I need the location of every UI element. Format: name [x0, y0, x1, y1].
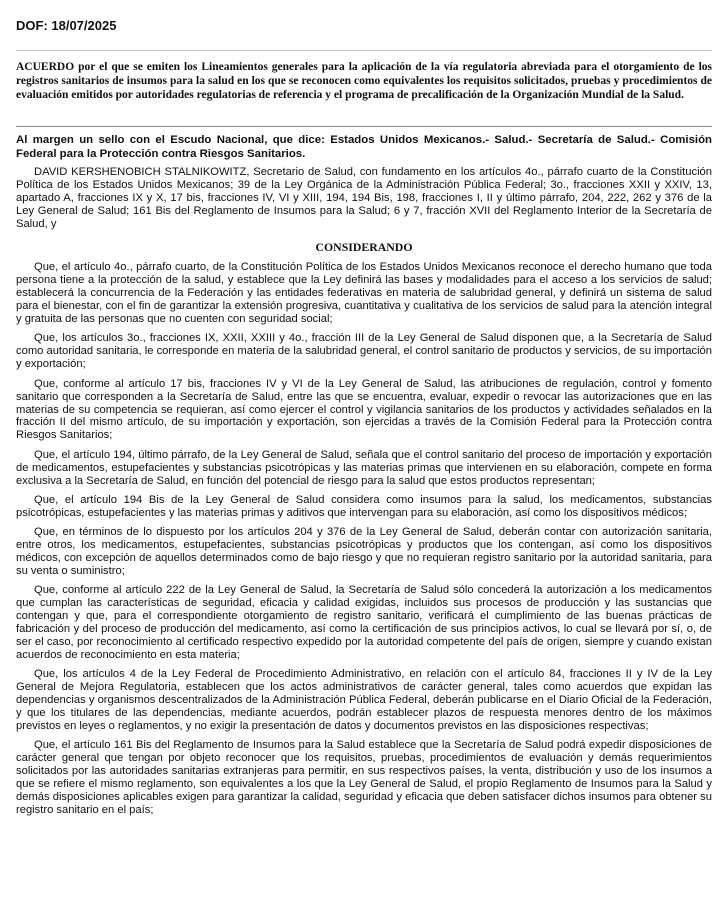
- title-divider: [16, 126, 712, 127]
- considerando-paragraph: Que, el artículo 194 Bis de la Ley General de Salud considera como insumos para la salud, los medicamentos, substancias psicotrópicas, estupefacientes y las materias primas y aditivos que intervengan para su elaboración, así como los dispositivos médicos;: [16, 493, 712, 519]
- considerando-heading: CONSIDERANDO: [315, 239, 413, 254]
- considerando-paragraph: Que, conforme al artículo 17 bis, fracciones IV y VI de la Ley General de Salud, las atribuciones de regulación, control y fomento sanitario que corresponden a la Secretaría de Salud, entre las que se encuentra, evaluar, expedir o revocar las autorizaciones que en las materias de su competencia se requieran, así como ejercer el control y vigilancia sanitarios de los productos y actividades señalados en la fracción II del mismo artículo, de su importación y exportación, son ejercidas a través de la Comisión Federal para la Protección contra Riesgos Sanitarios;: [16, 377, 712, 442]
- considerando-paragraph: Que, el artículo 4o., párrafo cuarto, de la Constitución Política de los Estados Unidos Mexicanos reconoce el derecho humano que toda persona tiene a la protección de la salud, y establece que la Ley definirá las bases y modalidades para el acceso a los servicios de salud; establecerá la concurrencia de la Federación y las entidades federativas en materia de salubridad general, y definirá un sistema de salud para el bienestar, con el fin de garantizar la extensión progresiva, cuantitativa y cualitativa de los servicios de salud para la atención integral y gratuita de las personas que no cuenten con seguridad social;: [16, 261, 712, 326]
- publication-date: DOF: 18/07/2025: [16, 18, 117, 33]
- considerando-paragraph: Que, los artículos 3o., fracciones IX, XXII, XXIII y 4o., fracción III de la Ley General de Salud disponen que, a la Secretaría de Salud como autoridad sanitaria, le corresponde en materia de la salubridad general, el control sanitario de productos y servicios, de su importación y exportación;: [16, 332, 712, 371]
- considerando-paragraph: Que, el artículo 194, último párrafo, de la Ley General de Salud, señala que el control sanitario del proceso de importación y exportación de medicamentos, estupefacientes y substancias psicotrópicas y las materias primas que intervienen en su elaboración, compete en forma exclusiva a la Secretaría de Salud, en función del potencial de riesgo para la salud que estos productos representan;: [16, 448, 712, 487]
- considerando-paragraph: Que, conforme al artículo 222 de la Ley General de Salud, la Secretaría de Salud sólo concederá la autorización a los medicamentos que cumplan las características de seguridad, eficacia y calidad exigidas, incluidos sus procesos de producción y las sustancias que contengan y que, para el correspondiente otorgamiento de registro sanitario, verificará el cumplimiento de las buenas prácticas de fabricación y del proceso de producción del medicamento, así como la certificación de sus principios activos, lo cual se llevará por sí, o, de ser el caso, por reconocimiento al certificado respectivo expedido por la autoridad competente del país de origen, siempre y cuando existan acuerdos de reconocimiento en esta materia;: [16, 584, 712, 661]
- preamble: DAVID KERSHENOBICH STALNIKOWITZ, Secretario de Salud, con fundamento en los artículos 4o., párrafo cuarto de la Constitución Política de los Estados Unidos Mexicanos; 39 de la Ley Orgánica de la Administración Pública Federal; 3o., fracciones XXII y XXIV, 13, apartado A, fracciones IX y X, 17 bis, fracciones IV, VI y XIII, 194, 194 Bis, 198, fracciones I, II y último párrafo, 204, 222, 262 y 376 de la Ley General de Salud; 161 Bis del Reglamento de Insumos para la Salud; 6 y 7, fracción XVII del Reglamento Interior de la Secretaría de Salud, y: [16, 166, 712, 230]
- document-body: [16, 134, 712, 823]
- acuerdo-title: ACUERDO por el que se emiten los Lineamientos generales para la aplicación de la vía regulatoria abreviada para el otorgamiento de los registros sanitarios de insumos para la salud en los que se reconocen como equivalentes los requisitos solicitados, pruebas y procedimientos de evaluación emitidos por autoridades regulatorias de referencia y el programa de precalificación de la Organización Mundial de la Salud.: [16, 61, 712, 102]
- seal-note: Al margen un sello con el Escudo Nacional, que dice: Estados Unidos Mexicanos.- Salud.- Secretaría de Salud.- Comisión Federal para la Protección contra Riesgos Sanitarios.: [16, 134, 712, 160]
- considerando-paragraph: Que, los artículos 4 de la Ley Federal de Procedimiento Administrativo, en relación con el artículo 84, fracciones II y IV de la Ley General de Mejora Regulatoria, establecen que los actos administrativos de carácter general, tales como acuerdos que expidan las dependencias y organismos descentralizados de la Administración Pública Federal, deberán publicarse en el Diario Oficial de la Federación, y que los titulares de las dependencias, mediante acuerdos, podrán establecer plazos de respuesta menores dentro de los máximos previstos en leyes o reglamentos, y no exigir la presentación de datos y documentos previstos en las disposiciones respectivas;: [16, 668, 712, 732]
- considerando-paragraph: Que, en términos de lo dispuesto por los artículos 204 y 376 de la Ley General de Salud, deberán contar con autorización sanitaria, entre otros, los medicamentos, estupefacientes, substancias psicotrópicas y productos que los contengan, así como los dispositivos médicos, con excepción de aquellos determinados como de bajo riesgo y que no requieran registro sanitario por la autoridad sanitaria, para su venta o suministro;: [16, 526, 712, 577]
- considerando-paragraph: Que, el artículo 161 Bis del Reglamento de Insumos para la Salud establece que la Secretaría de Salud podrá expedir disposiciones de carácter general que tengan por objeto reconocer que los requisitos, pruebas, procedimientos de evaluación y demás requerimientos solicitados por las autoridades sanitarias extranjeras para permitir, en sus respectivos países, la venta, distribución y uso de los insumos a que se refiere el mismo reglamento, son equivalentes a los que la Ley General de Salud, el propio Reglamento de Insumos para la Salud y demás disposiciones aplicables exigen para garantizar la calidad, seguridad y eficacia que deben satisfacer dichos insumos para obtener su registro sanitario en el país;: [16, 739, 712, 816]
- header-divider: [16, 50, 712, 51]
